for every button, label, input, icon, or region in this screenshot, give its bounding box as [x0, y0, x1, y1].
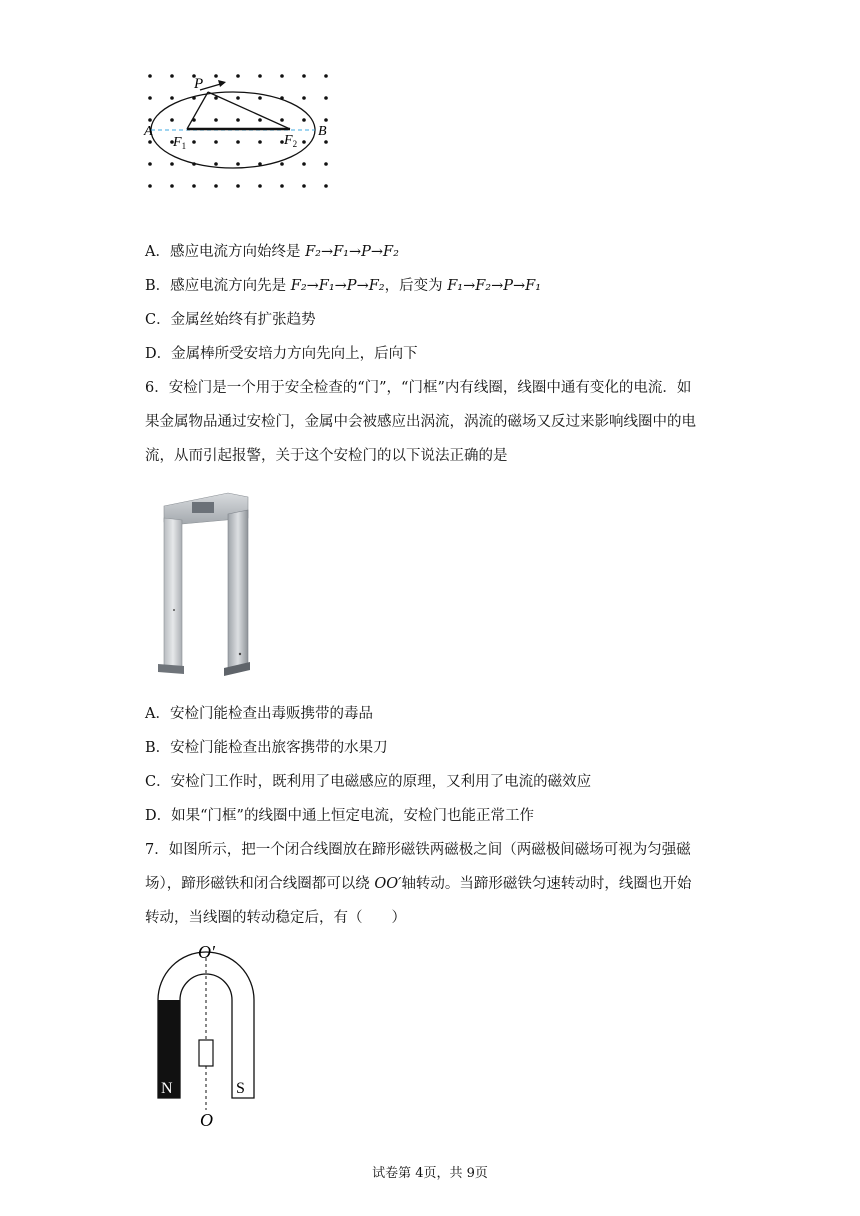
field-dot — [170, 96, 174, 100]
field-dot — [192, 140, 196, 144]
field-dot — [214, 184, 218, 188]
field-dot — [236, 184, 240, 188]
field-dot — [214, 162, 218, 166]
field-dot — [302, 140, 306, 144]
field-dot — [302, 162, 306, 166]
q6-stem-line3: 流，从而引起报警，关于这个安检门的以下说法正确的是 — [145, 448, 508, 464]
ellipse-magnetic-field-figure — [140, 68, 335, 193]
field-dot — [148, 140, 152, 144]
q5-option-c: C．金属丝始终有扩张趋势 — [145, 312, 316, 328]
field-dot — [170, 184, 174, 188]
label-f1: $F_1$ — [173, 135, 187, 151]
arrow-head-icon — [218, 80, 226, 87]
field-dot — [324, 74, 328, 78]
field-dot — [324, 184, 328, 188]
closed-coil — [199, 1040, 213, 1066]
q7-stem-line1: 7．如图所示，把一个闭合线圈放在蹄形磁铁两磁极之间（两磁极间磁场可视为匀强磁 — [145, 842, 691, 858]
field-dot — [236, 162, 240, 166]
q5-option-a: A．感应电流方向始终是 F₂→F₁→P→F₂ — [145, 244, 399, 260]
field-dot — [280, 184, 284, 188]
label-p: P — [194, 76, 204, 92]
field-dot — [302, 118, 306, 122]
label-a: A — [144, 124, 153, 139]
q5-option-d: D．金属棒所受安培力方向先向上，后向下 — [145, 346, 418, 362]
field-dot — [170, 74, 174, 78]
field-dot — [302, 184, 306, 188]
label-n: N — [161, 1080, 173, 1097]
field-dot — [192, 184, 196, 188]
field-dot — [214, 118, 218, 122]
field-dot — [214, 140, 218, 144]
page-footer: 试卷第 4页，共 9页 — [372, 1166, 488, 1181]
label-o: O — [200, 1110, 213, 1130]
q6-option-d: D．如果“门框”的线圈中通上恒定电流，安检门也能正常工作 — [145, 808, 534, 824]
security-gate-figure — [150, 488, 255, 678]
field-dot — [324, 96, 328, 100]
q7-stem-line3: 转动，当线圈的转动稳定后，有（ ） — [145, 910, 406, 926]
field-dot — [258, 140, 262, 144]
field-dot — [302, 96, 306, 100]
gate-display-panel — [192, 502, 214, 513]
field-dot — [280, 162, 284, 166]
label-b: B — [318, 124, 327, 139]
field-dot — [236, 118, 240, 122]
field-dot — [324, 140, 328, 144]
q7-stem-line2: 场），蹄形磁铁和闭合线圈都可以绕 OO′轴转动。当蹄形磁铁匀速转动时，线圈也开始 — [145, 876, 692, 892]
q6-option-a: A．安检门能检查出毒贩携带的毒品 — [145, 706, 373, 722]
field-dot — [148, 74, 152, 78]
field-dot — [148, 96, 152, 100]
field-dot — [258, 74, 262, 78]
horseshoe-magnet-figure — [150, 938, 260, 1130]
label-f2: $F_2$ — [284, 133, 298, 149]
field-dot — [214, 74, 218, 78]
q6-option-b: B．安检门能检查出旅客携带的水果刀 — [145, 740, 388, 756]
q6-stem-line1: 6．安检门是一个用于安全检查的“门”，“门框”内有线圈，线圈中通有变化的电流．如 — [145, 380, 692, 396]
field-dot — [302, 74, 306, 78]
field-dot — [148, 162, 152, 166]
field-dot — [236, 74, 240, 78]
field-dot — [236, 96, 240, 100]
field-dot — [324, 162, 328, 166]
q6-stem-line2: 果金属物品通过安检门，金属中会被感应出涡流，涡流的磁场又反过来影响线圈中的电 — [145, 414, 696, 430]
field-dot — [258, 96, 262, 100]
field-dot — [258, 184, 262, 188]
field-dot — [280, 118, 284, 122]
gate-left-pillar — [164, 518, 182, 670]
field-dot — [324, 118, 328, 122]
label-s: S — [236, 1080, 245, 1097]
field-dot — [280, 74, 284, 78]
q5-option-b: B．感应电流方向先是 F₂→F₁→P→F₂，后变为 F₁→F₂→P→F₁ — [145, 278, 542, 294]
label-o-prime: O′ — [198, 942, 215, 962]
gate-right-pillar — [228, 510, 248, 670]
field-dot — [236, 140, 240, 144]
field-dot — [170, 118, 174, 122]
field-dot — [148, 118, 152, 122]
magnetic-field-dots — [148, 74, 328, 188]
field-dot — [258, 118, 262, 122]
q6-option-c: C．安检门工作时，既利用了电磁感应的原理，又利用了电流的磁效应 — [145, 774, 592, 790]
field-dot — [170, 162, 174, 166]
field-dot — [148, 184, 152, 188]
